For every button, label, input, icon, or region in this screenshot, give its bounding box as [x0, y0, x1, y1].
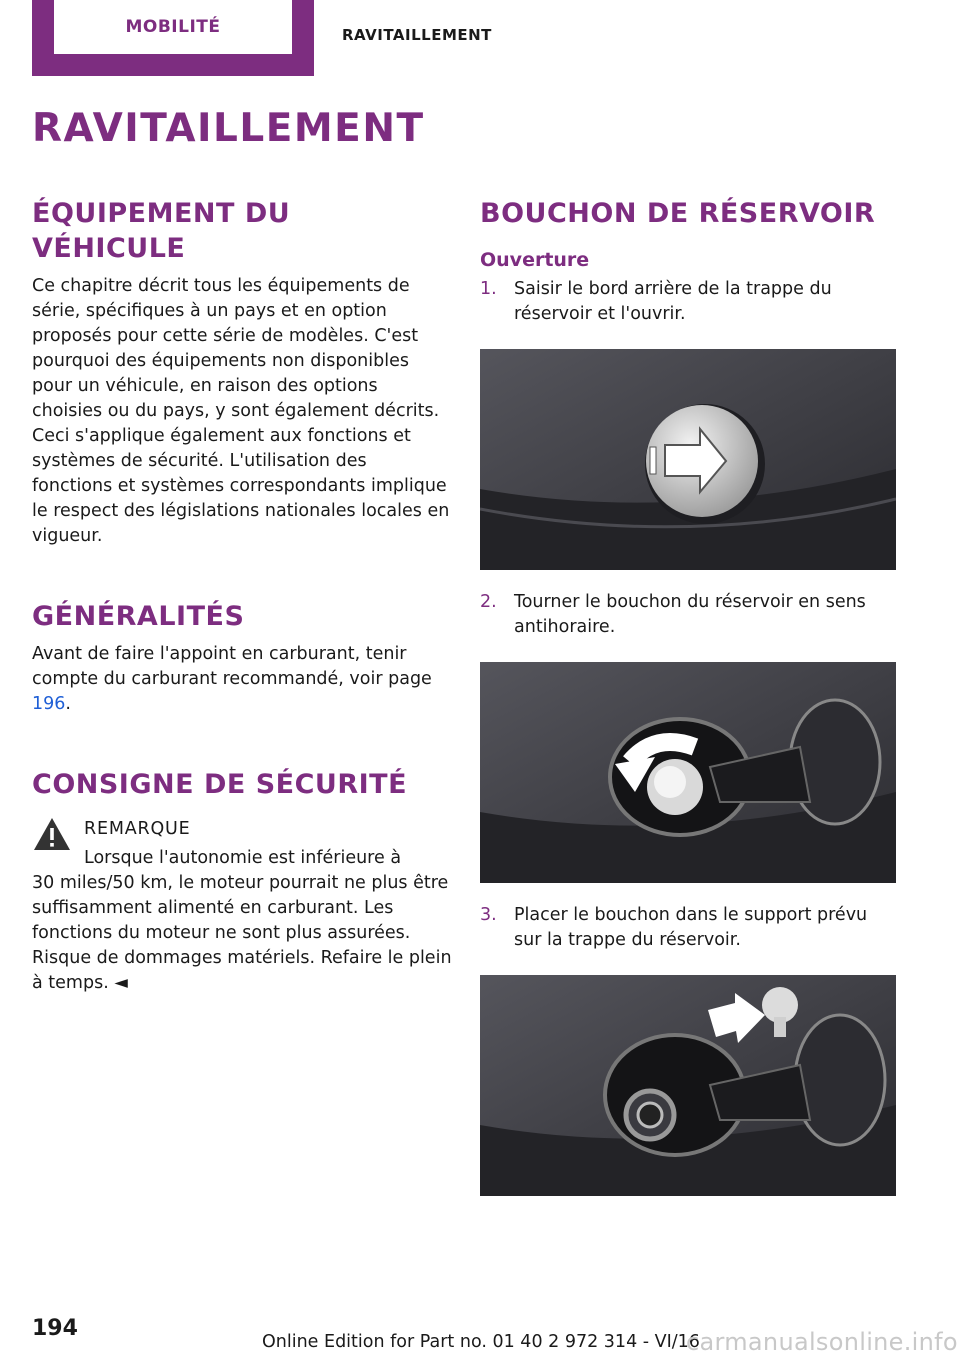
chapter-tab-label-box — [54, 0, 292, 54]
notice-box — [32, 816, 452, 996]
site-watermark: carmanualsonline.info — [686, 1328, 958, 1356]
opening-subheading: Ouverture — [480, 249, 590, 272]
chapter-tab-label: MOBILITÉ — [125, 17, 221, 37]
general-text — [32, 642, 452, 717]
warning-icon — [32, 816, 72, 852]
fuel-flap-closed-image — [480, 349, 896, 570]
step-1 — [480, 277, 900, 327]
fuel-cap-heading: BOUCHON DE RÉSERVOIR — [480, 198, 876, 229]
notice-text — [32, 871, 452, 996]
right-column — [480, 196, 900, 1216]
online-edition-text: Online Edition for Part no. 01 40 2 972 314 - VI/16 — [262, 1332, 700, 1352]
step-2-text: Tourner le bouchon du réservoir en sens antihoraire. — [514, 592, 866, 638]
step-1-text: Saisir le bord arrière de la trappe du réservoir et l'ouvrir. — [514, 279, 832, 325]
step-3-text: Placer le bouchon dans le support prévu sur la trappe du réservoir. — [514, 905, 868, 951]
page-link[interactable]: 196 — [32, 694, 66, 715]
safety-section — [32, 767, 452, 996]
page-number: 194 — [32, 1316, 78, 1341]
general-text-after: . — [65, 694, 71, 715]
equipment-heading: ÉQUIPEMENT DU VÉHICULE — [32, 198, 291, 265]
step-1-number: 1. — [480, 279, 497, 300]
notice-title: REMARQUE — [84, 819, 191, 840]
breadcrumb: RAVITAILLEMENT — [342, 26, 492, 44]
fuel-cap-turn-image — [480, 662, 896, 883]
general-section — [32, 599, 452, 717]
general-heading: GÉNÉRALITÉS — [32, 601, 245, 633]
left-column — [32, 196, 452, 996]
step-2 — [480, 590, 900, 640]
equipment-text: Ce chapitre décrit tous les équipements de série, spécifiques à un pays et en option proposés pour cette série de modèles. C'est pourquoi des équipements non disponibles pour un véhicule, en raison des options choisies ou du pays, y sont également décrits. Ceci s'applique également aux fonctions et systèmes de sécurité. L'utilisation des fonctions et systèmes correspondants implique le respect des législations nationales locales en vigueur. — [32, 276, 450, 547]
step-2-number: 2. — [480, 592, 497, 613]
fuel-cap-holder-image — [480, 975, 896, 1196]
page-title: RAVITAILLEMENT — [32, 106, 425, 151]
safety-heading: CONSIGNE DE SÉCURITÉ — [32, 769, 408, 801]
step-3 — [480, 903, 900, 953]
end-mark-icon: ◄ — [114, 973, 128, 994]
notice-first-line: Lorsque l'autonomie est inférieure à — [84, 848, 402, 869]
notice-rest-text: 30 miles/50 km, le moteur pourrait ne plus être suffisamment alimenté en carburant. Les fonctions du moteur ne sont plus assurées. Risque de dommages matériels. Refaire le plein à temps. — [32, 873, 452, 994]
general-text-before: Avant de faire l'appoint en carburant, tenir compte du carburant recommandé, voir page — [32, 644, 432, 690]
step-3-number: 3. — [480, 905, 497, 926]
